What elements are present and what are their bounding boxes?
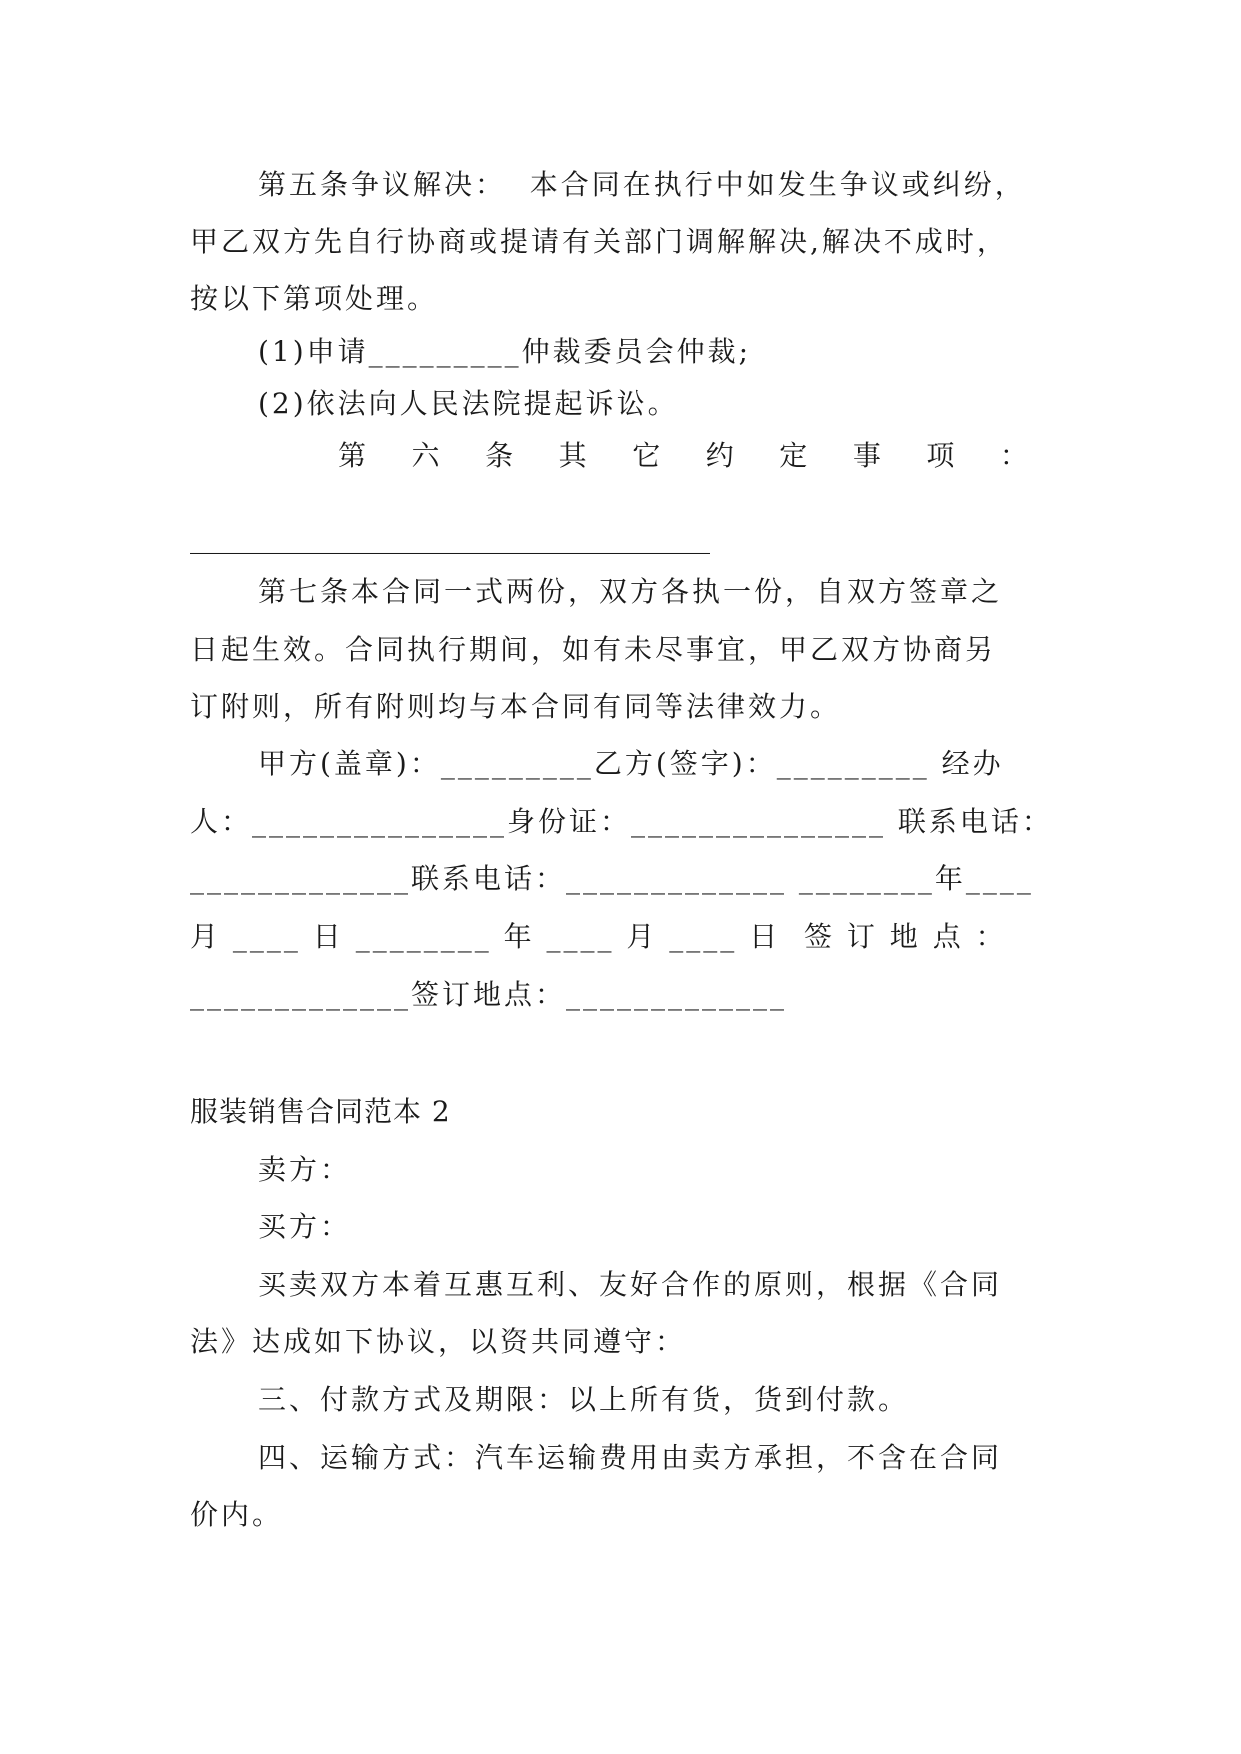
article6-blank: ________________________________________ [190,525,710,555]
article5-line1: 第五条争议解决： 本合同在执行中如发生争议或纠纷， [258,168,1026,201]
article6-heading [338,436,1028,476]
article6-char: 第 [338,439,367,472]
contract2-seller: 卖方： [258,1153,352,1186]
contract2-transport-line2: 价内。 [190,1498,284,1531]
signature-line5: _____________签订地点：_____________ [190,978,788,1011]
article6-char: ： [999,439,1028,472]
article7-line1: 第七条本合同一式两份，双方各执一份，自双方签章之 [258,575,1003,608]
signature-line3: _____________联系电话：_____________ ________年____ [190,862,1034,895]
contract2-payment: 三、付款方式及期限：以上所有货，货到付款。 [258,1383,910,1416]
article6-char: 条 [485,439,514,472]
contract2-buyer: 买方： [258,1210,352,1243]
signature-line2: 人：_______________身份证：_______________ 联系电话： [190,805,1053,838]
contract2-intro-line1: 买卖双方本着互惠互利、友好合作的原则，根据《合同 [258,1268,1003,1301]
article6-char: 定 [779,439,808,472]
article6-char: 六 [411,439,440,472]
contract2-transport-line1: 四、运输方式：汽车运输费用由卖方承担，不含在合同 [258,1441,1003,1474]
contract2-intro-line2: 法》达成如下协议，以资共同遵守： [190,1325,687,1358]
article5-line3: 按以下第项处理。 [190,282,439,315]
article6-char: 项 [926,439,955,472]
contract2-title: 服装销售合同范本 2 [190,1095,451,1128]
signature-line1: 甲方(盖章)：_________乙方(签字)：_________ 经办 [258,747,1004,780]
article7-line2: 日起生效。合同执行期间，如有未尽事宜，甲乙双方协商另 [190,633,997,666]
signature-line4: 月 ____ 日 ________ 年 ____ 月 ____ 日 签 订 地 点 ： [190,920,1007,953]
article6-char: 约 [705,439,734,472]
article6-char: 事 [852,439,881,472]
article5-option2: (2)依法向人民法院提起诉讼。 [258,387,679,420]
article6-char: 它 [632,439,661,472]
article6-char: 其 [558,439,587,472]
article5-option1: (1)申请_________仲裁委员会仲裁; [258,335,752,368]
article7-line3: 订附则，所有附则均与本合同有同等法律效力。 [190,690,842,723]
article5-line2: 甲乙双方先自行协商或提请有关部门调解解决,解决不成时， [190,225,1008,258]
